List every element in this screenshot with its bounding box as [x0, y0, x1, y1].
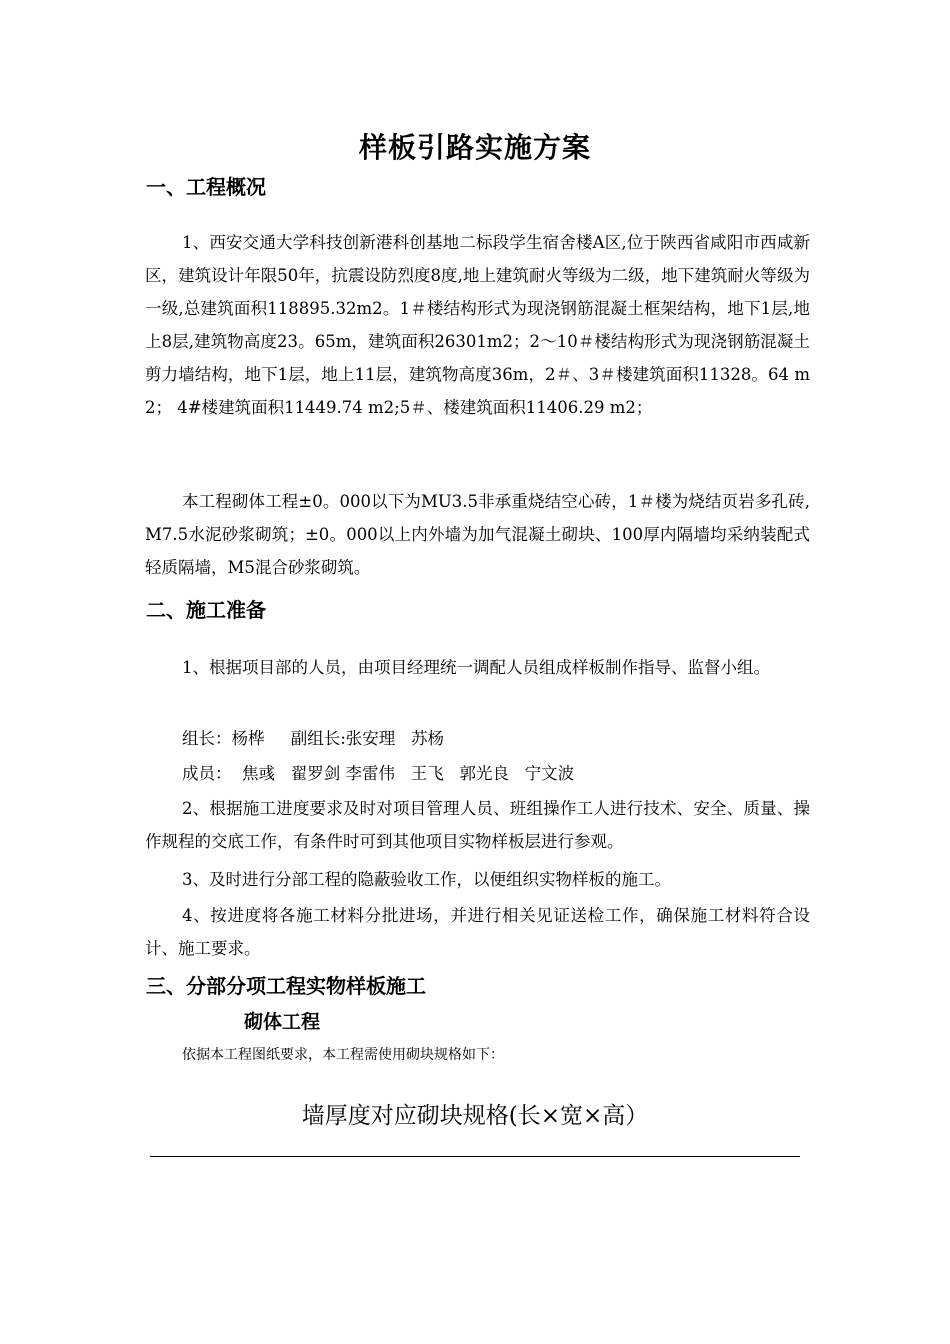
prep-leader-line: 组长：杨桦 副组长:张安理 苏杨: [182, 729, 445, 748]
section-heading-sample: 三、分部分项工程实物样板施工: [146, 974, 426, 998]
section-heading-preparation: 二、施工准备: [146, 598, 266, 622]
prep-item-3: 3、及时进行分部工程的隐蔽验收工作，以便组织实物样板的施工。: [182, 870, 671, 889]
subsection-heading-masonry: 砌体工程: [244, 1011, 321, 1033]
prep-item-4: 4、按进度将各施工材料分批进场，并进行相关见证送检工作，确保施工材料符合设计、施工要求。: [145, 906, 810, 958]
prep-item-1: 1、根据项目部的人员，由项目经理统一调配人员组成样板制作指导、监督小组。: [182, 658, 770, 677]
masonry-note: 依据本工程图纸要求，本工程需使用砌块规格如下：: [182, 1047, 504, 1063]
table-top-rule: [150, 1156, 800, 1157]
overview-paragraph-2: 本工程砌体工程±0。000以下为MU3.5非承重烧结空心砖，1＃楼为烧结页岩多孔砖,M7.5水泥砂浆砌筑；±0。000以上内外墙为加气混凝土砌块、100厚内隔墙均采纳装配式轻质隔墙，M5混合砂浆砌筑。: [145, 492, 810, 577]
overview-paragraph-1: 1、西安交通大学科技创新港科创基地二标段学生宿舍楼A区,位于陕西省咸阳市西咸新区，建筑设计年限50年，抗震设防烈度8度,地上建筑耐火等级为二级，地下建筑耐火等级为一级,总建筑面积118895.32m2。1＃楼结构形式为现浇钢筋混凝土框架结构，地下1层,地上8层,建筑物高度23。65m，建筑面积26301m2；2～10＃楼结构形式为现浇钢筋混凝土剪力墙结构，地下1层，地上11层，建筑物高度36m，2＃、3＃楼建筑面积11328。64 m2； 4#楼建筑面积11449.74 m2;5＃、楼建筑面积11406.29 m2；: [145, 233, 810, 417]
document-title: 样板引路实施方案: [358, 131, 591, 164]
table-caption: 墙厚度对应砌块规格(长×宽×高）: [301, 1103, 649, 1129]
prep-item-2: 2、根据施工进度要求及时对项目管理人员、班组操作工人进行技术、安全、质量、操作规程的交底工作，有条件时可到其他项目实物样板层进行参观。: [145, 799, 810, 851]
prep-members-line: 成员： 焦彧 翟罗剑 李雷伟 王飞 郭光良 宁文波: [182, 764, 575, 783]
section-heading-overview: 一、工程概况: [146, 175, 266, 199]
